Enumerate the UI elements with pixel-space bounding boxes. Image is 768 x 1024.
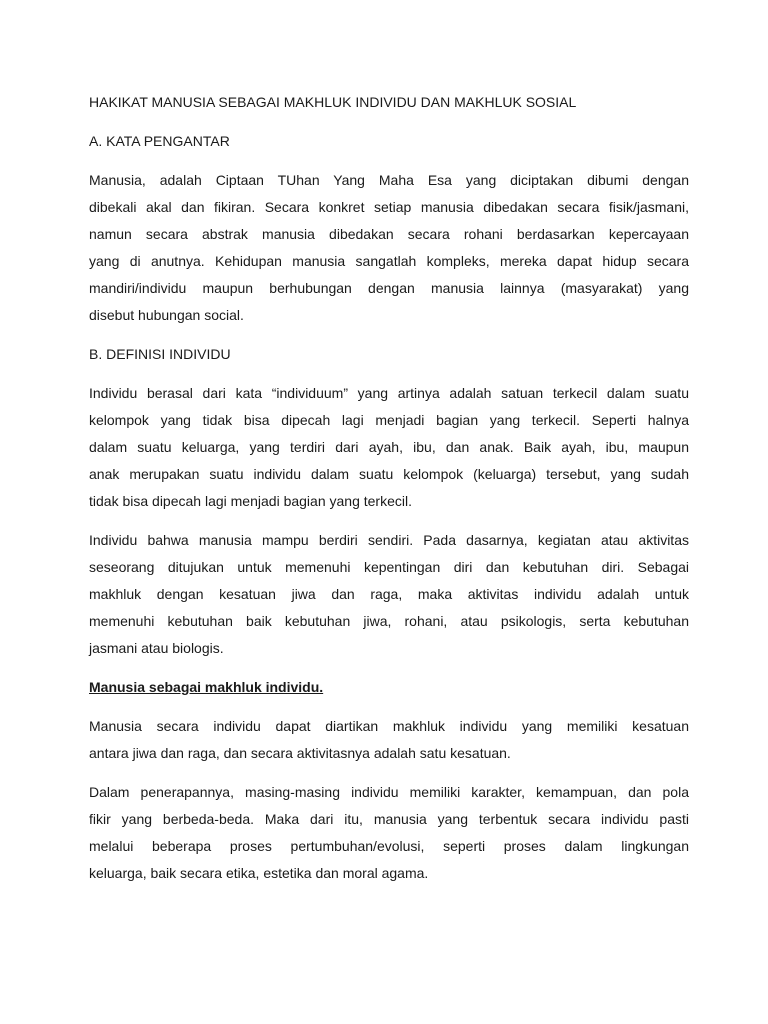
paragraph-line: melalui beberapa proses pertumbuhan/evolusi, seperti proses dalam lingkungan <box>89 838 689 854</box>
section-a-heading: A. KATA PENGANTAR <box>89 133 230 149</box>
paragraph-line: mandiri/individu maupun berhubungan dengan manusia lainnya (masyarakat) yang <box>89 280 689 296</box>
paragraph <box>89 167 689 329</box>
paragraph-line: Manusia, adalah Ciptaan TUhan Yang Maha Esa yang diciptakan dibumi dengan <box>89 172 689 188</box>
paragraph-line: seseorang ditujukan untuk memenuhi kepentingan diri dan kebutuhan diri. Sebagai <box>89 559 689 575</box>
paragraph-line: dibekali akal dan fikiran. Secara konkret setiap manusia dibedakan secara fisik/jasmani, <box>89 199 689 215</box>
document-page <box>89 89 689 899</box>
paragraph-line: namun secara abstrak manusia dibedakan secara rohani berdasarkan kepercayaan <box>89 226 689 242</box>
paragraph-line: disebut hubungan social. <box>89 307 244 323</box>
paragraph-line: dalam suatu keluarga, yang terdiri dari ayah, ibu, dan anak. Baik ayah, ibu, maupun <box>89 439 689 455</box>
paragraph-line: tidak bisa dipecah lagi menjadi bagian yang terkecil. <box>89 493 412 509</box>
paragraph-line: memenuhi kebutuhan baik kebutuhan jiwa, rohani, atau psikologis, serta kebutuhan <box>89 613 689 629</box>
document-title: HAKIKAT MANUSIA SEBAGAI MAKHLUK INDIVIDU DAN MAKHLUK SOSIAL <box>89 94 577 110</box>
paragraph <box>89 713 689 767</box>
paragraph-line: Individu berasal dari kata “individuum” yang artinya adalah satuan terkecil dalam suatu <box>89 385 689 401</box>
paragraph <box>89 380 689 515</box>
subheading-manusia-individu: Manusia sebagai makhluk individu. <box>89 679 324 695</box>
paragraph-line: Manusia secara individu dapat diartikan makhluk individu yang memiliki kesatuan <box>89 718 689 734</box>
paragraph-line: kelompok yang tidak bisa dipecah lagi menjadi bagian yang terkecil. Seperti halnya <box>89 412 689 428</box>
paragraph <box>89 527 689 662</box>
paragraph-line: Individu bahwa manusia mampu berdiri sendiri. Pada dasarnya, kegiatan atau aktivitas <box>89 532 689 548</box>
paragraph-line: yang di anutnya. Kehidupan manusia sangatlah kompleks, mereka dapat hidup secara <box>89 253 689 269</box>
paragraph-line: jasmani atau biologis. <box>89 640 224 656</box>
paragraph-line: keluarga, baik secara etika, estetika dan moral agama. <box>89 865 429 881</box>
paragraph-line: makhluk dengan kesatuan jiwa dan raga, maka aktivitas individu adalah untuk <box>89 586 689 602</box>
paragraph <box>89 779 689 887</box>
paragraph-line: Dalam penerapannya, masing-masing individu memiliki karakter, kemampuan, dan pola <box>89 784 689 800</box>
section-b-heading: B. DEFINISI INDIVIDU <box>89 346 231 362</box>
paragraph-line: antara jiwa dan raga, dan secara aktivitasnya adalah satu kesatuan. <box>89 745 511 761</box>
paragraph-line: anak merupakan suatu individu dalam suatu kelompok (keluarga) tersebut, yang sudah <box>89 466 689 482</box>
paragraph-line: fikir yang berbeda-beda. Maka dari itu, manusia yang terbentuk secara individu pasti <box>89 811 689 827</box>
